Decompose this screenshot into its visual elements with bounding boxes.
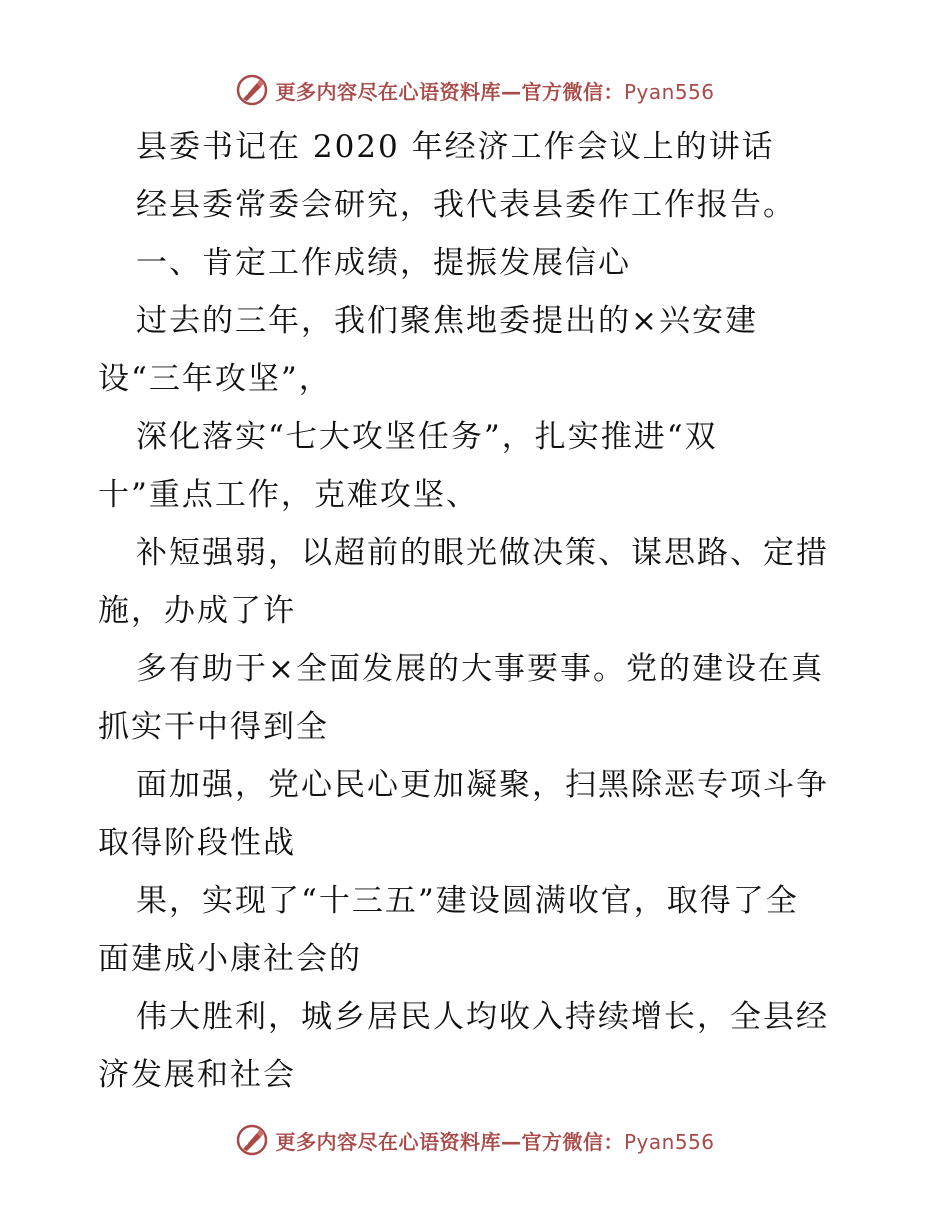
text-line: 面加强，党心民心更加凝聚，扫黑除恶专项斗争 xyxy=(136,767,829,803)
header-banner-text xyxy=(275,76,714,105)
text-line: 抓实干中得到全 xyxy=(98,709,329,745)
document-body xyxy=(98,118,858,1104)
text-line: 设“三年攻坚”， xyxy=(98,361,332,397)
banner-account: Pyan556 xyxy=(623,1129,715,1154)
text-line: 济发展和社会 xyxy=(98,1057,296,1093)
pen-logo-icon xyxy=(235,1123,269,1157)
header-banner xyxy=(0,70,950,110)
footer-banner-inner xyxy=(235,1123,714,1157)
text-line: 一、肯定工作成绩，提振发展信心 xyxy=(136,245,631,281)
text-line: 经县委常委会研究，我代表县委作工作报告。 xyxy=(136,187,796,223)
text-line: 十”重点工作，克难攻坚、 xyxy=(98,477,479,513)
text-line: 伟大胜利，城乡居民人均收入持续增长，全县经 xyxy=(136,999,829,1035)
banner-account: Pyan556 xyxy=(623,79,715,104)
header-banner-inner xyxy=(235,73,714,107)
text-line: 县委书记在 2020 年经济工作会议上的讲话 xyxy=(136,129,775,165)
text-line: 多有助于×全面发展的大事要事。党的建设在真 xyxy=(136,651,824,687)
text-line: 果，实现了“十三五”建设圆满收官，取得了全 xyxy=(136,883,799,919)
text-line: 深化落实“七大攻坚任务”，扎实推进“双 xyxy=(136,419,718,455)
text-line: 面建成小康社会的 xyxy=(98,941,362,977)
text-line: 过去的三年，我们聚焦地委提出的×兴安建 xyxy=(136,303,758,339)
pen-logo-icon xyxy=(235,73,269,107)
text-line: 补短强弱，以超前的眼光做决策、谋思路、定措 xyxy=(136,535,829,571)
text-line: 施，办成了许 xyxy=(98,593,296,629)
banner-message: 更多内容尽在心语资料库—官方微信： xyxy=(275,79,624,104)
text-line: 取得阶段性战 xyxy=(98,825,296,861)
footer-banner-text xyxy=(275,1126,714,1155)
banner-message: 更多内容尽在心语资料库—官方微信： xyxy=(275,1129,624,1154)
footer-banner xyxy=(0,1120,950,1160)
